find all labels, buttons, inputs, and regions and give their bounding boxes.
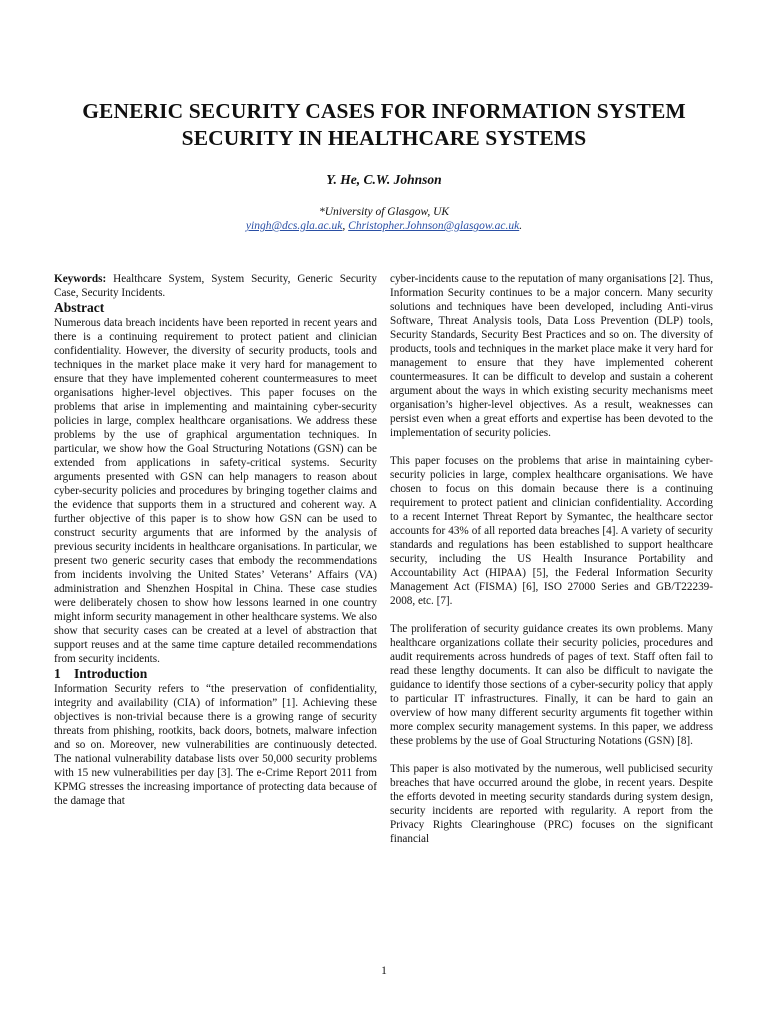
- right-column: [390, 272, 713, 846]
- right-paragraph-2: This paper focuses on the problems that arise in maintaining cyber-security policies in large, complex healthcare organisations. We have chosen to focus on this domain because there is a continuing requirement to protect patient and clinician confidentiality. According to a recent Internet Threat Report by Symantec, the healthcare sector accounts for 43% of all reported data breaches [4]. A variety of security standards and regulations has been established to support healthcare security, including the US Health Insurance Portability and Accountability Act (HIPAA) [5], the Federal Information Security Management Act (FISMA) [6], ISO 27000 Series and GB/T22239-2008, etc. [7].: [390, 455, 713, 607]
- keywords-text: Healthcare System, System Security, Generic Security Case, Security Incidents.: [54, 273, 377, 299]
- paper-title: GENERIC SECURITY CASES FOR INFORMATION SYSTEM SECURITY IN HEALTHCARE SYSTEMS: [82, 99, 686, 150]
- author-affiliation: *University of Glasgow, UK: [318, 206, 450, 218]
- section-number: 1: [54, 666, 61, 681]
- keywords-label: Keywords:: [54, 273, 107, 285]
- email-end: .: [519, 220, 523, 232]
- email-link-he[interactable]: yingh@dcs.gla.ac.uk: [245, 220, 343, 232]
- right-paragraph-1: cyber-incidents cause to the reputation of many organisations [2]. Thus, Information Security continues to be a major concern. Many security solutions and techniques have been developed, including Anti-virus Software, Threat Analysis tools, Data Loss Prevention (DLP) tools, Security Standards, Security Best Practices and so on. The diversity of products, tools and techniques in the market place make it very hard for management to ensure that they have implemented coherent countermeasures. It can be difficult to develop and sustain a coherent argument about the ways in which existing security mechanisms meet organisation’s higher-level objectives. As a result, weaknesses can persist even when a great efforts and expertise has been devoted to the implementation of security policies.: [390, 273, 713, 439]
- email-link-johnson[interactable]: Christopher.Johnson@glasgow.ac.uk: [348, 220, 520, 232]
- introduction-heading: [54, 666, 377, 682]
- abstract-text: Numerous data breach incidents have been reported in recent years and there is a continuing requirement to protect patient and clinician confidentiality. However, the diversity of security products, tools and techniques in the market place make it very hard for management to ensure that they have implemented coherent countermeasures to meet organisations higher-level objectives. This paper focuses on the problems that arise in implementing and maintaining cyber-security policies in large, complex healthcare organisations. We address these problems by the use of graphical argumentation techniques. In particular, we show how the Goal Structuring Notations (GSN) can be extended from applications in safety-critical systems. Security arguments presented with GSN can help managers to reason about cyber-security policies and procedures by bringing together claims and the evidence that supports them in a structured and coherent way. A further objective of this paper is to show how GSN can be used to construct security arguments that are informed by the analysis of previous security incidents in healthcare organisations. In particular, we present two generic security cases that embody the recommendations from incidents involving the United States’ Veterans’ Affairs (VA) administration and Shenzhen Hospital in China. These case studies were deliberately chosen to show how lessons learned in one country might inform security management in other healthcare systems. We also show that security cases can be created at a level of abstraction that support reuses and at the same time capture detailed recommendations from security incidents.: [54, 317, 377, 665]
- right-paragraph-3: The proliferation of security guidance creates its own problems. Many healthcare organizations collate their security policies, procedures and audit requirements across hundreds of pages of text. Staff often fail to read these lengthy documents. It can also be difficult to navigate the guidance to identify those sections of a cyber-security policy that apply to particular IT infrastructures. Finally, it can be hard to gain an overview of how many different security arguments fit together within more complex security management systems. In this paper, we address these problems by the use of Goal Structuring Notations (GSN) [8].: [390, 623, 713, 747]
- email-separator: ,: [342, 220, 349, 232]
- section-title: Introduction: [74, 666, 148, 681]
- introduction-text: Information Security refers to “the preservation of confidentiality, integrity and availability (CIA) of information” [1]. Achieving these objectives is non-trivial because there is a growing range of security threats from phishing, rootkits, back doors, botnets, malware infection and so on. Moreover, new vulnerabilities are continuously detected. The national vulnerability database lists over 50,000 security problems with 15 new vulnerabilities per day [3]. The e-Crime Report 2011 from KPMG stresses the increasing importance of protecting data because of the damage that: [54, 683, 377, 807]
- page-number: 1: [381, 965, 387, 977]
- paper-authors: Y. He, C.W. Johnson: [326, 172, 442, 187]
- keywords: [54, 272, 377, 300]
- right-paragraph-4: This paper is also motivated by the numerous, well publicised security breaches that have occurred around the globe, in recent years. Despite the efforts devoted in meeting security standards during system design, security incidents are reported with regularity. A report from the Privacy Rights Clearinghouse (PRC) focuses on the significant financial: [390, 763, 713, 845]
- author-emails: [0, 219, 768, 233]
- left-column: [54, 272, 377, 808]
- abstract-heading: Abstract: [54, 300, 105, 315]
